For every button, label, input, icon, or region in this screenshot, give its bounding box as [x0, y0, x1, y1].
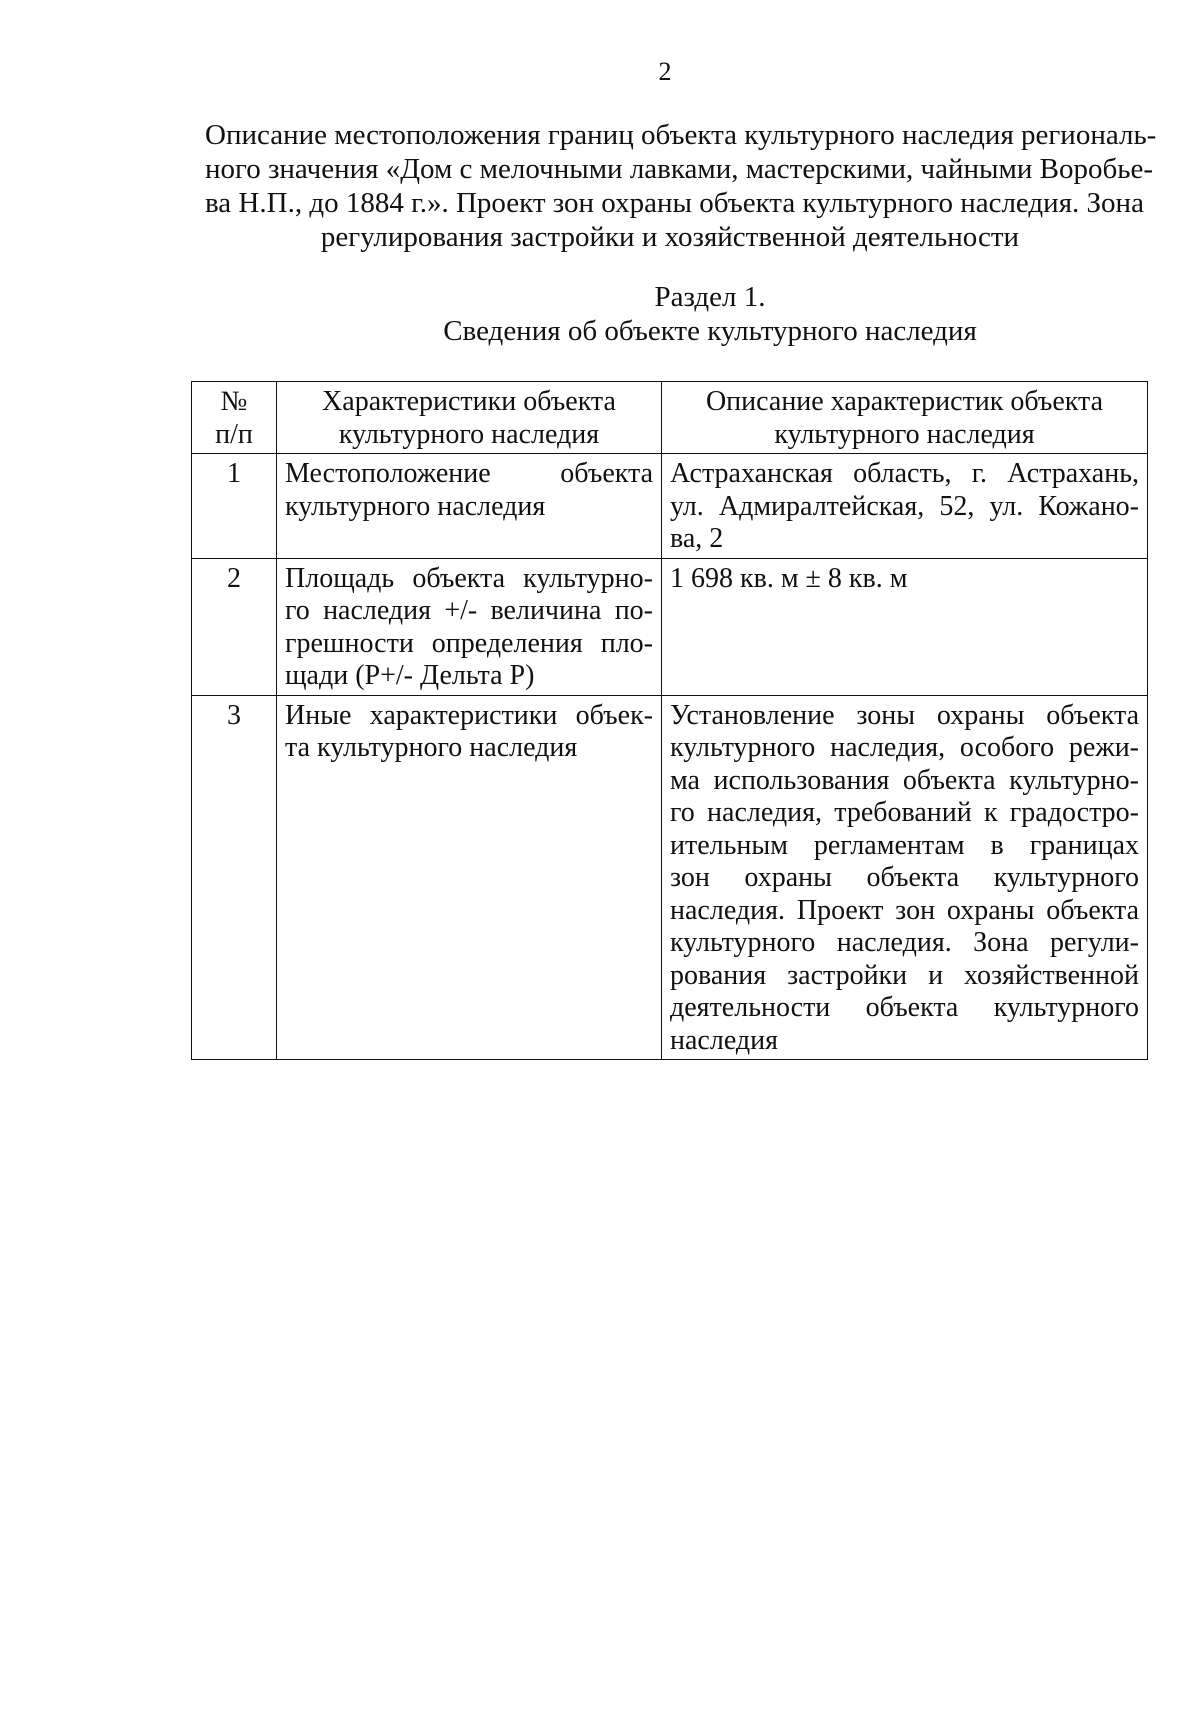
cell-line: культурного наследия. Зона регули- [670, 927, 1139, 958]
row-number: 3 [192, 695, 277, 1060]
title-line: ва Н.П., до 1884 г.». Проект зон охраны объекта культурного наследия. Зона [205, 187, 1144, 219]
section-label: Раздел 1. [654, 281, 766, 313]
cell-line: культурного наследия [285, 490, 546, 522]
cell-line: Установление зоны охраны объекта [670, 699, 1139, 731]
row-number: 1 [192, 454, 277, 559]
header-num-line: № [220, 386, 248, 417]
cell-line: деятельности объекта культурного [670, 992, 1139, 1023]
header-description-line: культурного наследия [774, 418, 1035, 450]
table-row [192, 695, 1148, 1060]
cell-line: 1 698 кв. м ± 8 кв. м [670, 562, 908, 594]
cell-line: Астраханская область, г. Астрахань, [670, 458, 1139, 489]
header-characteristic [277, 382, 662, 454]
table-row [192, 558, 1148, 695]
cell-line: наследия. Проект зон охраны объекта [670, 894, 1139, 926]
cell-line: го наследия, требований к градостро- [670, 797, 1139, 828]
cell-line: ма использования объекта культурно- [670, 764, 1139, 796]
cell-line: го наследия +/- величина по- [285, 595, 653, 626]
title-line: регулирования застройки и хозяйственной деятельности [320, 221, 1020, 253]
header-description-line: Описание характеристик объекта [705, 386, 1104, 417]
title-line: ного значения «Дом с мелочными лавками, мастерскими, чайными Воробье- [205, 153, 1153, 185]
cell-line: наследия [670, 1024, 778, 1056]
title-line: Описание местоположения границ объекта культурного наследия региональ- [205, 119, 1157, 151]
document-title [205, 118, 1157, 254]
cell-line: ительным регламентам в границах [670, 829, 1139, 861]
row-number: 2 [192, 558, 277, 695]
cell-line: грешности определения пло- [285, 627, 653, 659]
header-characteristic-line: культурного наследия [338, 418, 600, 450]
page-number: 2 [658, 57, 672, 86]
cell-line: зон охраны объекта культурного [670, 862, 1139, 893]
cell-line: рования застройки и хозяйственной [670, 959, 1139, 991]
row-description [662, 454, 1148, 559]
row-characteristic [277, 454, 662, 559]
cell-line: та культурного наследия [285, 732, 578, 763]
row-description [662, 558, 1148, 695]
row-characteristic [277, 558, 662, 695]
cell-line: ул. Адмиралтейская, 52, ул. Кожано- [670, 490, 1139, 522]
row-description [662, 695, 1148, 1060]
header-characteristic-line: Характеристики объекта [322, 386, 616, 417]
header-num [192, 382, 277, 454]
table-row [192, 454, 1148, 559]
cell-line: щади (Р+/- Дельта Р) [285, 660, 535, 691]
cell-line: ва, 2 [670, 523, 724, 554]
row-characteristic [277, 695, 662, 1060]
cell-line: Площадь объекта культурно- [285, 562, 653, 594]
cell-line: культурного наследия, особого режи- [670, 732, 1139, 763]
cell-line: Иные характеристики объек- [285, 699, 653, 731]
header-description [662, 382, 1148, 454]
header-num-line: п/п [215, 418, 253, 450]
cell-line: Местоположение объекта [285, 458, 653, 489]
heritage-info-table [191, 381, 1148, 1060]
section-heading: Сведения об объекте культурного наследия [443, 315, 977, 347]
table-header-row [192, 382, 1148, 454]
section-header [190, 280, 1200, 348]
